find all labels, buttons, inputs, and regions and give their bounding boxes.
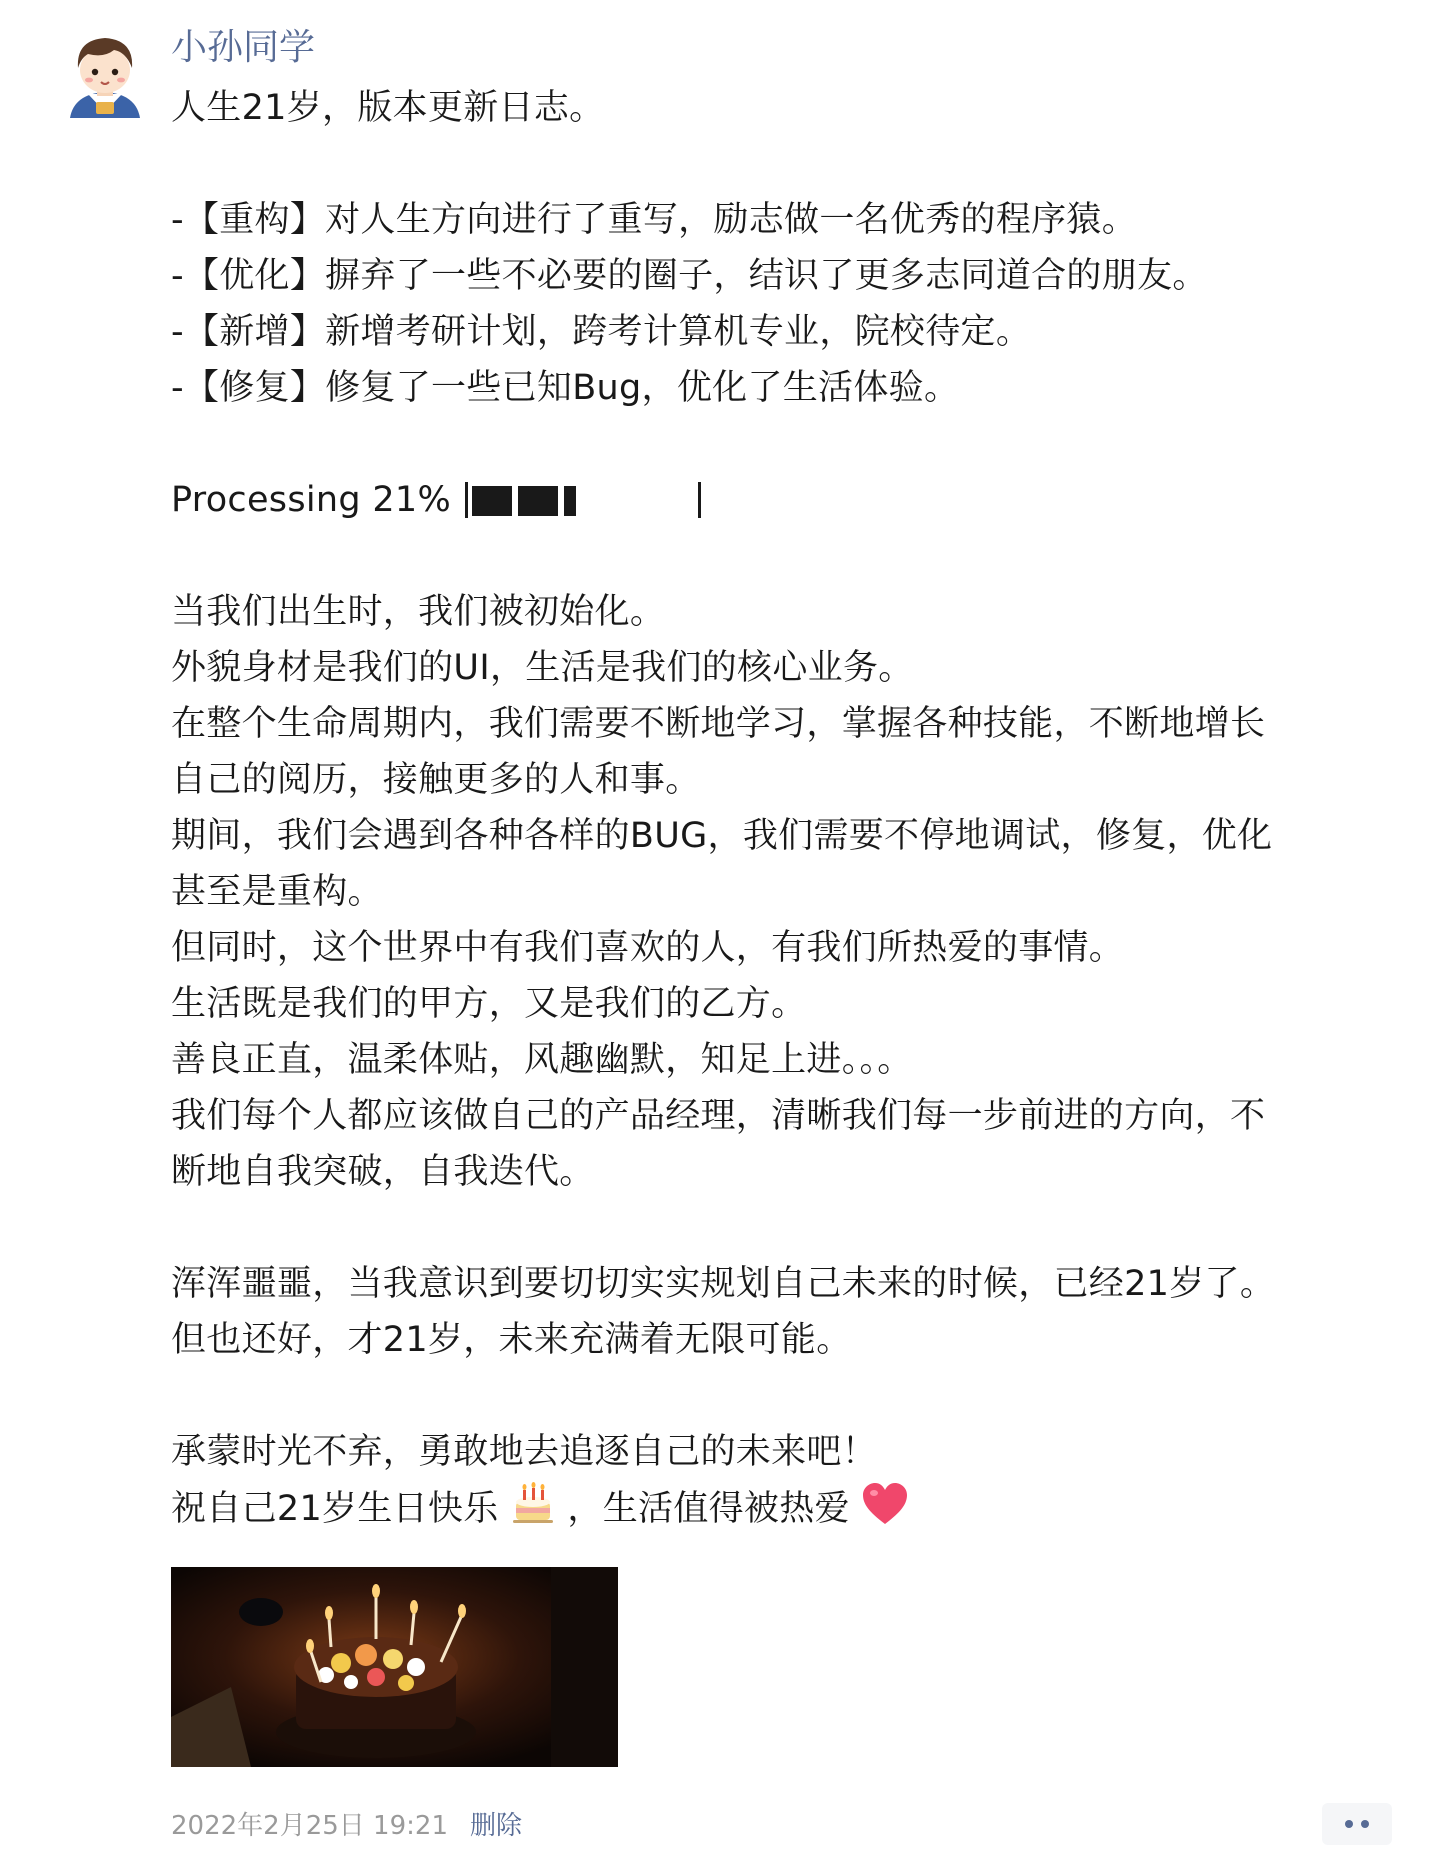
blank-line (171, 136, 1371, 192)
post-line: 期间，我们会遇到各种各样的BUG，我们需要不停地调试，修复，优化 (171, 816, 1273, 856)
post-line: -【优化】摒弃了一些不必要的圈子，结识了更多志同道合的朋友。 (171, 256, 1208, 296)
progress-label: Processing 21% (171, 480, 452, 520)
blank-line (171, 1368, 1371, 1424)
progress-fill (518, 486, 558, 516)
progress-row (171, 472, 1371, 528)
progress-bar (465, 482, 701, 518)
progress-fill (564, 486, 576, 516)
post-line: 外貌身材是我们的UI，生活是我们的核心业务。 (171, 648, 914, 688)
post-line: 浑浑噩噩，当我意识到要切切实实规划自己未来的时候，已经21岁了。 (171, 1264, 1276, 1304)
post-line: -【新增】新增考研计划，跨考计算机专业，院校待定。 (171, 312, 1032, 352)
post-footer (171, 1808, 522, 1844)
post-text (171, 80, 1371, 1536)
post-line: 当我们出生时，我们被初始化。 (171, 592, 666, 632)
post-line: 生活既是我们的甲方，又是我们的乙方。 (171, 984, 807, 1024)
post-line: 但同时，这个世界中有我们喜欢的人，有我们所热爱的事情。 (171, 928, 1125, 968)
avatar[interactable] (64, 32, 146, 118)
post-line: 善良正直，温柔体贴，风趣幽默，知足上进。。。 (171, 1040, 913, 1080)
post-line: 但也还好，才21岁，未来充满着无限可能。 (171, 1320, 852, 1360)
post-username[interactable]: 小孙同学 (171, 27, 316, 68)
post-timestamp: 2022年2月25日 19:21 (171, 1811, 448, 1841)
last-line-part2: ，生活值得被热爱 (567, 1489, 850, 1529)
post-content (171, 22, 1371, 1536)
post-line: -【重构】对人生方向进行了重写，励志做一名优秀的程序猿。 (171, 200, 1138, 240)
cake-emoji-icon (510, 1480, 556, 1526)
birthday-cake-photo[interactable] (171, 1567, 618, 1767)
dot (1345, 1820, 1353, 1828)
blank-line (171, 416, 1371, 472)
post-line-last (171, 1480, 1371, 1536)
heart-emoji-icon (861, 1482, 909, 1526)
blank-line (171, 1200, 1371, 1256)
post-line: 自己的阅历，接触更多的人和事。 (171, 760, 701, 800)
blank-line (171, 528, 1371, 584)
post-line: 断地自我突破，自我迭代。 (171, 1152, 595, 1192)
post-line: 我们每个人都应该做自己的产品经理，清晰我们每一步前进的方向，不 (171, 1096, 1266, 1136)
post-line: 甚至是重构。 (171, 872, 383, 912)
post-line: -【修复】修复了一些已知Bug，优化了生活体验。 (171, 368, 960, 408)
last-line-part1: 祝自己21岁生日快乐 (171, 1489, 499, 1529)
more-dots-icon[interactable] (1322, 1803, 1392, 1845)
post-line: 在整个生命周期内，我们需要不断地学习，掌握各种技能，不断地增长 (171, 704, 1266, 744)
post-line: 人生21岁，版本更新日志。 (171, 88, 605, 128)
delete-link[interactable]: 删除 (470, 1811, 523, 1841)
dot (1361, 1820, 1369, 1828)
post-line: 承蒙时光不弃，勇敢地去追逐自己的未来吧！ (171, 1432, 878, 1472)
progress-fill (472, 486, 512, 516)
